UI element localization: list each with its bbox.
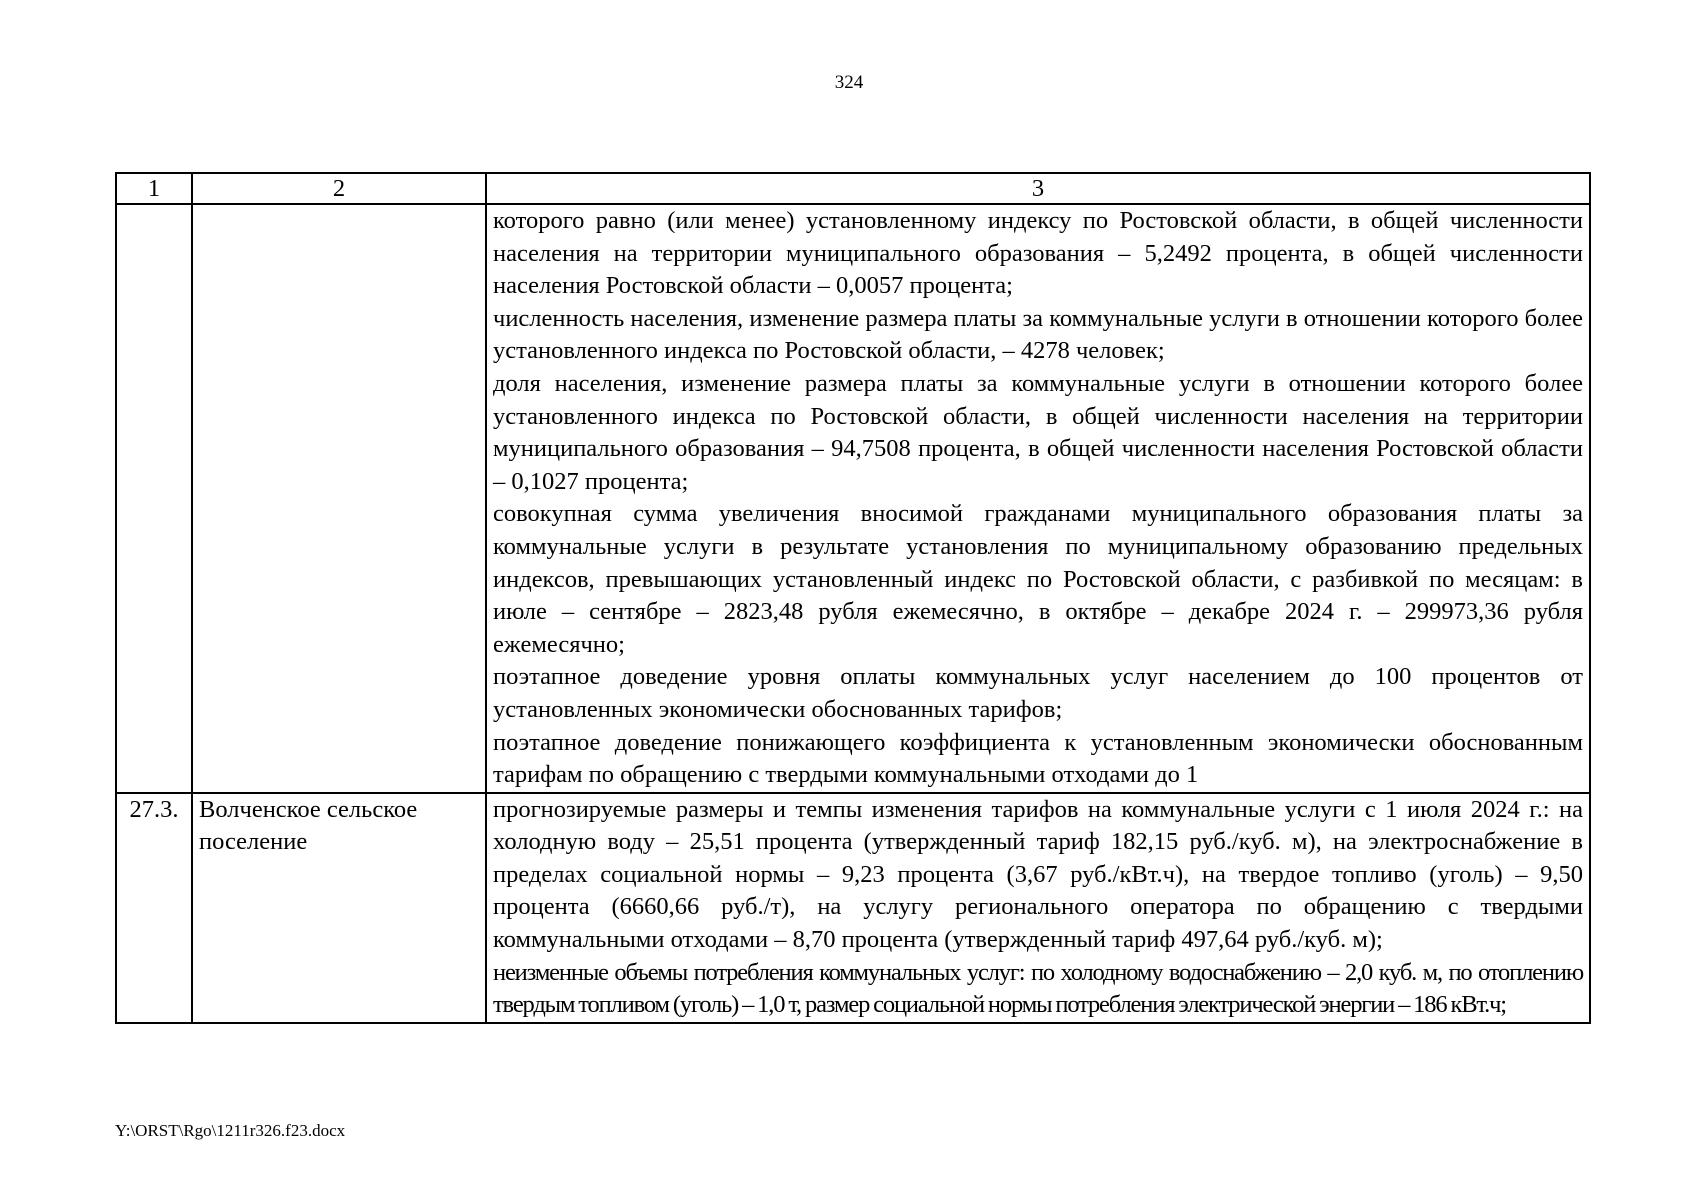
- row-content-cell: [486, 204, 1590, 793]
- content-paragraph: прогнозируемые размеры и темпы изменения тарифов на коммунальные услуги с 1 июля 2024 г.: на холодную воду – 25,51 процента (утвержденный тариф 182,15 руб./куб. м), на электроснабжение в пределах социальной нормы – 9,23 процента (3,67 руб./кВт.ч), на твердое топливо (уголь) – 9,50 процента (6660,66 руб./т), на услугу регионального оператора по обращению с твердыми коммунальными отходами – 8,70 процента (утвержденный тариф 497,64 руб./куб. м);: [493, 795, 1583, 954]
- content-paragraph: поэтапное доведение понижающего коэффициента к установленным экономически обоснованным тарифам по обращению с твердыми коммунальными отходами до 1: [493, 728, 1583, 789]
- table-row: [116, 793, 1590, 1023]
- row-name-cell: [192, 204, 486, 793]
- content-paragraph: численность населения, изменение размера платы за коммунальные услуги в отношении которого более установленного индекса по Ростовской области, – 4278 человек;: [493, 304, 1583, 365]
- content-paragraph: неизменные объемы потребления коммунальных услуг: по холодному водоснабжению – 2,0 куб. м, по отоплению твердым топливом (уголь) – 1,0 т, размер социальной нормы потребления электрической энергии – 186 кВт.ч;: [493, 958, 1583, 1019]
- content-paragraph: поэтапное доведение уровня оплаты коммунальных услуг населением до 100 процентов от установленных экономически обоснованных тарифов;: [493, 663, 1583, 723]
- content-paragraph: совокупная сумма увеличения вносимой гражданами муниципального образования платы за коммунальные услуги в результате установления по муниципальному образованию предельных индексов, превышающих установленный индекс по Ростовской области, с разбивкой по месяцам: в июле – сентябре – 2823,48 рубля ежемесячно, в октябре – декабре 2024 г. – 299973,36 рубля ежемесячно;: [493, 500, 1583, 658]
- header-cell-2: 2: [192, 173, 486, 204]
- content-paragraph: которого равно (или менее) установленному индексу по Ростовской области, в общей численности населения на территории муниципального образования – 5,2492 процента, в общей численности населения Ростовской области – 0,0057 процента;: [493, 207, 1583, 300]
- table-header-row: [116, 173, 1590, 204]
- document-table: [115, 172, 1591, 1024]
- table-row: [116, 204, 1590, 793]
- footer-file-path: Y:\ORST\Rgo\1211r326.f23.docx: [115, 1121, 346, 1140]
- row-name-cell: Волченское сельское поселение: [192, 793, 486, 1023]
- row-number-cell: 27.3.: [116, 793, 192, 1023]
- row-number-cell: [116, 204, 192, 793]
- row-content-cell: [486, 793, 1590, 1023]
- header-cell-3: 3: [486, 173, 1590, 204]
- content-paragraph: доля населения, изменение размера платы за коммунальные услуги в отношении которого более установленного индекса по Ростовской области, в общей численности населения на территории муниципального образования – 94,7508 процента, в общей численности населения Ростовской области – 0,1027 процента;: [493, 369, 1583, 495]
- page-number: 324: [834, 72, 864, 93]
- header-cell-1: 1: [116, 173, 192, 204]
